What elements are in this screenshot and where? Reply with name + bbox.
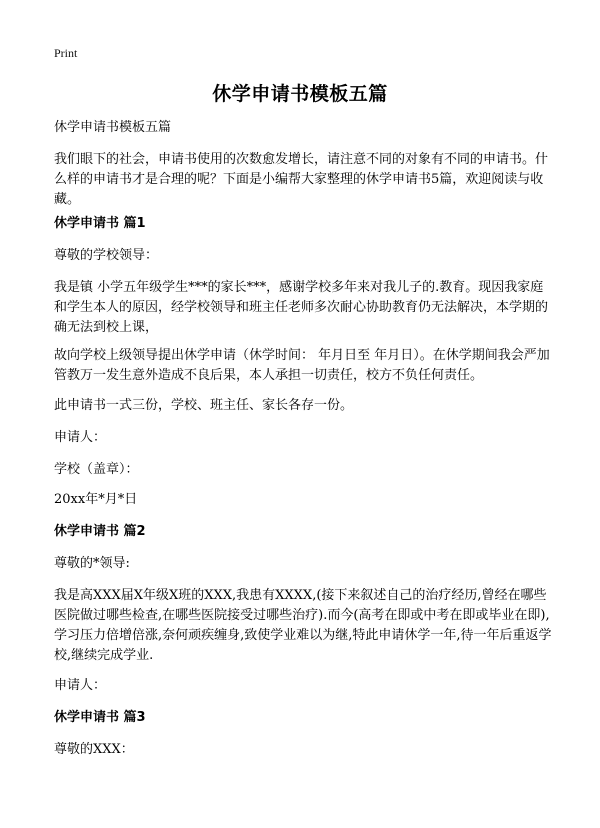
- section-1-school: 学校（盖章）：: [54, 462, 139, 477]
- section-heading-1: 休学申请书 篇1: [54, 216, 146, 231]
- section-heading-3: 休学申请书 篇3: [54, 710, 146, 725]
- section-1-paragraph-2: 故向学校上级领导提出休学申请（休学时间： 年月日至 年月日）。在休学期间我会严加管教万一发生意外造成不良后果，本人承担一切责任，校方不负任何责任。: [54, 348, 550, 383]
- section-heading-2: 休学申请书 篇2: [54, 524, 146, 539]
- section-1-applicant: 申请人：: [54, 430, 107, 445]
- section-2-applicant: 申请人：: [54, 678, 107, 693]
- page-title: 休学申请书模板五篇: [212, 83, 388, 105]
- section-2-paragraph-1: 我是高XXX届X年级X班的XXX,我患有XXXX,(接下来叙述自己的治疗经历,曾经在哪些医院做过哪些检查,在哪些医院接受过哪些治疗).而今(高考在即或中考在即或毕业在即),学习压力倍增倍涨,奈何顽疾缠身,致使学业难以为继,特此申请休学一年,待一年后重返学校,继续完成学业.: [54, 588, 552, 663]
- print-label: Print: [54, 46, 78, 60]
- section-1-paragraph-1: 我是镇 小学五年级学生***的家长***，感谢学校多年来对我儿子的.教育。现因我家庭和学生本人的原因，经学校领导和班主任老师多次耐心协助教育仍无法解决，本学期的确无法到校上课，: [54, 280, 549, 335]
- section-3-salutation: 尊敬的XXX：: [54, 742, 134, 757]
- document-subtitle: 休学申请书模板五篇: [54, 120, 172, 135]
- section-1-date: 20xx年*月*日: [54, 492, 138, 507]
- section-1-salutation: 尊敬的学校领导：: [54, 248, 159, 263]
- section-1-paragraph-3: 此申请书一式三份，学校、班主任、家长各存一份。: [54, 398, 354, 413]
- intro-paragraph: 我们眼下的社会，申请书使用的次数愈发增长，请注意不同的对象有不同的申请书。什么样的申请书才是合理的呢？下面是小编帮大家整理的休学申请书5篇，欢迎阅读与收藏。: [54, 152, 549, 207]
- section-2-salutation: 尊敬的*领导:: [54, 556, 130, 571]
